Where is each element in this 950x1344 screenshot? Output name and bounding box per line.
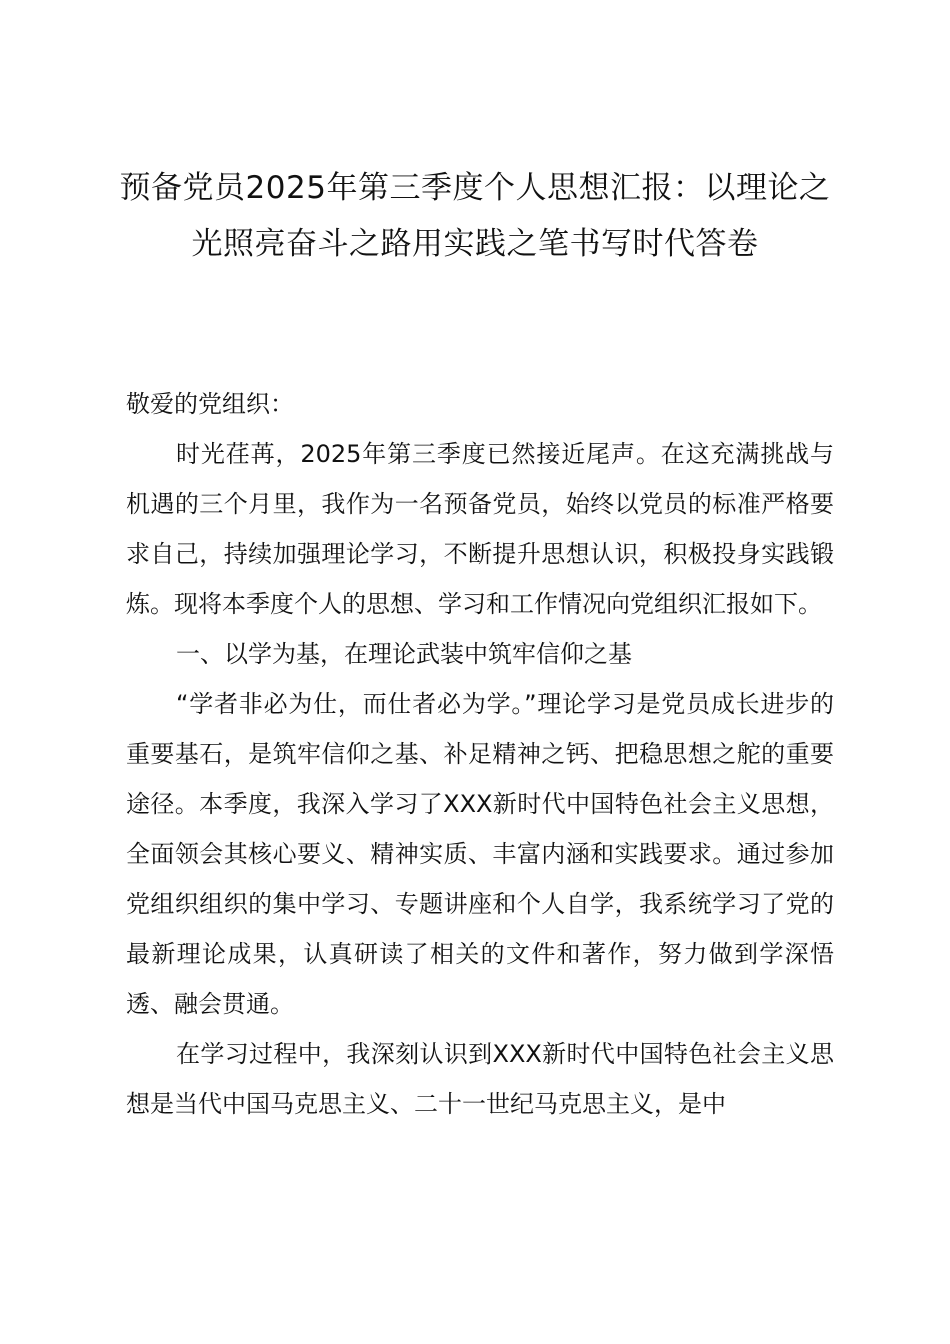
section-paragraph-1: “学者非必为仕，而仕者必为学。”理论学习是党员成长进步的重要基石，是筑牢信仰之基、补足精神之钙、把稳思想之舵的重要途径。本季度，我深入学习了XXX新时代中国特色社会主义思想，全面领会其核心要义、精神实质、丰富内涵和实践要求。通过参加党组织组织的集中学习、专题讲座和个人自学，我系统学习了党的最新理论成果，认真研读了相关的文件和著作，努力做到学深悟透、融会贯通。	[126, 690, 834, 1018]
document-body	[126, 379, 834, 1129]
document-title: 预备党员2025年第三季度个人思想汇报：以理论之光照亮奋斗之路用实践之笔书写时代答卷	[119, 170, 831, 262]
section-paragraph-2: 在学习过程中，我深刻认识到XXX新时代中国特色社会主义思想是当代中国马克思主义、二十一世纪马克思主义，是中	[126, 1040, 834, 1118]
salutation: 敬爱的党组织：	[126, 390, 294, 418]
intro-paragraph: 时光荏苒，2025年第三季度已然接近尾声。在这充满挑战与机遇的三个月里，我作为一名预备党员，始终以党员的标准严格要求自己，持续加强理论学习，不断提升思想认识，积极投身实践锻炼。现将本季度个人的思想、学习和工作情况向党组织汇报如下。	[126, 440, 834, 618]
section-heading: 一、以学为基，在理论武装中筑牢信仰之基	[176, 640, 632, 668]
